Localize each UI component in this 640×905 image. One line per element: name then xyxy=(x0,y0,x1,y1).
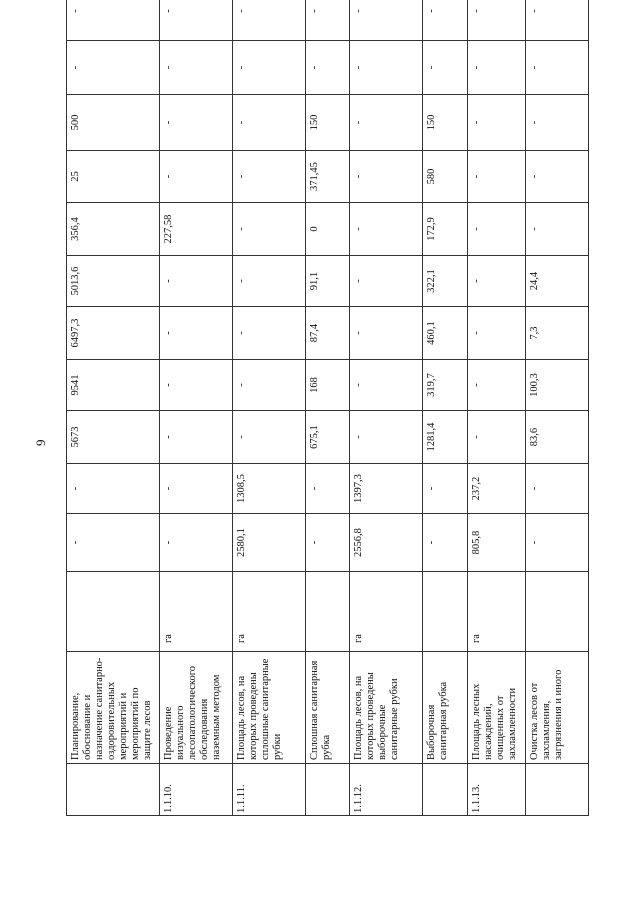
row-code-cell xyxy=(422,764,467,816)
table-row xyxy=(233,0,306,816)
value-cell: 322,1 xyxy=(422,256,467,307)
value-cell: - xyxy=(160,360,233,411)
value-cell: - xyxy=(160,95,233,151)
row-unit-cell xyxy=(305,572,349,652)
value-cell: 1281,4 xyxy=(422,411,467,464)
value-cell: - xyxy=(350,411,423,464)
value-cell: 83,6 xyxy=(526,411,589,464)
table-row xyxy=(422,0,467,816)
value-cell: - xyxy=(233,307,306,360)
row-name-cell: Площадь лесов, на которых проведены сплошные санитарные рубки xyxy=(233,652,306,764)
value-cell: - xyxy=(233,41,306,95)
table-row xyxy=(350,0,423,816)
value-cell: - xyxy=(467,95,525,151)
row-code-cell xyxy=(526,764,589,816)
value-cell: 6497,3 xyxy=(67,307,160,360)
value-cell: 150 xyxy=(305,95,349,151)
value-cell: - xyxy=(160,41,233,95)
row-code-cell: 1.1.10. xyxy=(160,764,233,816)
value-cell: - xyxy=(160,411,233,464)
value-cell: 1308,5 xyxy=(233,464,306,514)
value-cell: 2580,1 xyxy=(233,514,306,572)
value-cell: - xyxy=(160,307,233,360)
value-cell: - xyxy=(350,360,423,411)
row-code-cell: 1.1.12. xyxy=(350,764,423,816)
value-cell: 805,8 xyxy=(467,514,525,572)
value-cell: - xyxy=(467,151,525,203)
value-cell: - xyxy=(422,514,467,572)
forest-measures-table xyxy=(66,0,589,816)
value-cell: - xyxy=(422,41,467,95)
value-cell: 237,2 xyxy=(467,464,525,514)
row-name-cell: Сплошная санитарная рубка xyxy=(305,652,349,764)
value-cell: - xyxy=(467,41,525,95)
value-cell: - xyxy=(67,464,160,514)
row-code-cell: 1.1.11. xyxy=(233,764,306,816)
value-cell: - xyxy=(467,203,525,256)
value-cell: - xyxy=(233,0,306,41)
value-cell: 371,45 xyxy=(305,151,349,203)
value-cell: - xyxy=(67,0,160,41)
value-cell: - xyxy=(67,514,160,572)
value-cell: 24,4 xyxy=(526,256,589,307)
value-cell: - xyxy=(233,95,306,151)
value-cell: 5673 xyxy=(67,411,160,464)
value-cell: - xyxy=(350,151,423,203)
value-cell: 227,58 xyxy=(160,203,233,256)
table-row xyxy=(526,0,589,816)
value-cell: 675,1 xyxy=(305,411,349,464)
value-cell: - xyxy=(233,203,306,256)
row-unit-cell: га xyxy=(467,572,525,652)
value-cell: - xyxy=(160,514,233,572)
value-cell: - xyxy=(422,464,467,514)
row-unit-cell: га xyxy=(350,572,423,652)
value-cell: - xyxy=(233,360,306,411)
table-row xyxy=(160,0,233,816)
row-unit-cell: га xyxy=(233,572,306,652)
row-name-cell: Площадь лесных насаждений, очищенных от захламленности xyxy=(467,652,525,764)
value-cell: - xyxy=(526,41,589,95)
value-cell: 319,7 xyxy=(422,360,467,411)
rotated-table-wrapper xyxy=(66,9,589,816)
value-cell: 5013,6 xyxy=(67,256,160,307)
value-cell: - xyxy=(160,0,233,41)
value-cell: - xyxy=(526,514,589,572)
value-cell: - xyxy=(305,464,349,514)
value-cell: 87,4 xyxy=(305,307,349,360)
value-cell: - xyxy=(160,464,233,514)
row-name-cell: Проведение визуального лесопатологического обследования наземным методом xyxy=(160,652,233,764)
table-row xyxy=(67,0,160,816)
value-cell: - xyxy=(526,464,589,514)
value-cell: 460,1 xyxy=(422,307,467,360)
row-name-cell: Выборочная санитарная рубка xyxy=(422,652,467,764)
value-cell: 500 xyxy=(67,95,160,151)
value-cell: 0 xyxy=(305,203,349,256)
value-cell: 9541 xyxy=(67,360,160,411)
row-unit-cell: га xyxy=(160,572,233,652)
value-cell: 168 xyxy=(305,360,349,411)
value-cell: - xyxy=(350,203,423,256)
value-cell: - xyxy=(160,151,233,203)
value-cell: - xyxy=(467,256,525,307)
value-cell: - xyxy=(233,411,306,464)
value-cell: - xyxy=(233,151,306,203)
row-name-cell: Площадь лесов, на которых проведены выборочные санитарные рубки xyxy=(350,652,423,764)
row-code-cell xyxy=(305,764,349,816)
row-unit-cell xyxy=(422,572,467,652)
value-cell: - xyxy=(350,307,423,360)
page-number: 9 xyxy=(33,439,48,446)
row-name-cell: Очистка лесов от захламления, загрязнения и иного xyxy=(526,652,589,764)
value-cell: - xyxy=(467,307,525,360)
row-code-cell xyxy=(67,764,160,816)
value-cell: 2556,8 xyxy=(350,514,423,572)
value-cell: - xyxy=(305,0,349,41)
value-cell: - xyxy=(526,95,589,151)
value-cell: - xyxy=(526,151,589,203)
table-row xyxy=(467,0,525,816)
value-cell: 91,1 xyxy=(305,256,349,307)
value-cell: 1397,3 xyxy=(350,464,423,514)
value-cell: - xyxy=(305,514,349,572)
value-cell: 150 xyxy=(422,95,467,151)
value-cell: 7,3 xyxy=(526,307,589,360)
value-cell: 100,3 xyxy=(526,360,589,411)
row-unit-cell xyxy=(526,572,589,652)
value-cell: - xyxy=(350,41,423,95)
value-cell: - xyxy=(526,203,589,256)
value-cell: - xyxy=(160,256,233,307)
value-cell: - xyxy=(467,0,525,41)
value-cell: 172,9 xyxy=(422,203,467,256)
value-cell: - xyxy=(67,41,160,95)
value-cell: - xyxy=(350,0,423,41)
value-cell: - xyxy=(422,0,467,41)
row-unit-cell xyxy=(67,572,160,652)
value-cell: - xyxy=(467,360,525,411)
value-cell: - xyxy=(305,41,349,95)
value-cell: - xyxy=(350,95,423,151)
value-cell: 580 xyxy=(422,151,467,203)
value-cell: - xyxy=(233,256,306,307)
value-cell: - xyxy=(467,411,525,464)
value-cell: 356,4 xyxy=(67,203,160,256)
value-cell: 25 xyxy=(67,151,160,203)
value-cell: - xyxy=(350,256,423,307)
row-code-cell: 1.1.13. xyxy=(467,764,525,816)
value-cell: - xyxy=(526,0,589,41)
row-name-cell: Планирование, обоснование и назначение санитарно-оздоровительных мероприятий и мероприятий по защите лесов xyxy=(67,652,160,764)
table-row xyxy=(305,0,349,816)
